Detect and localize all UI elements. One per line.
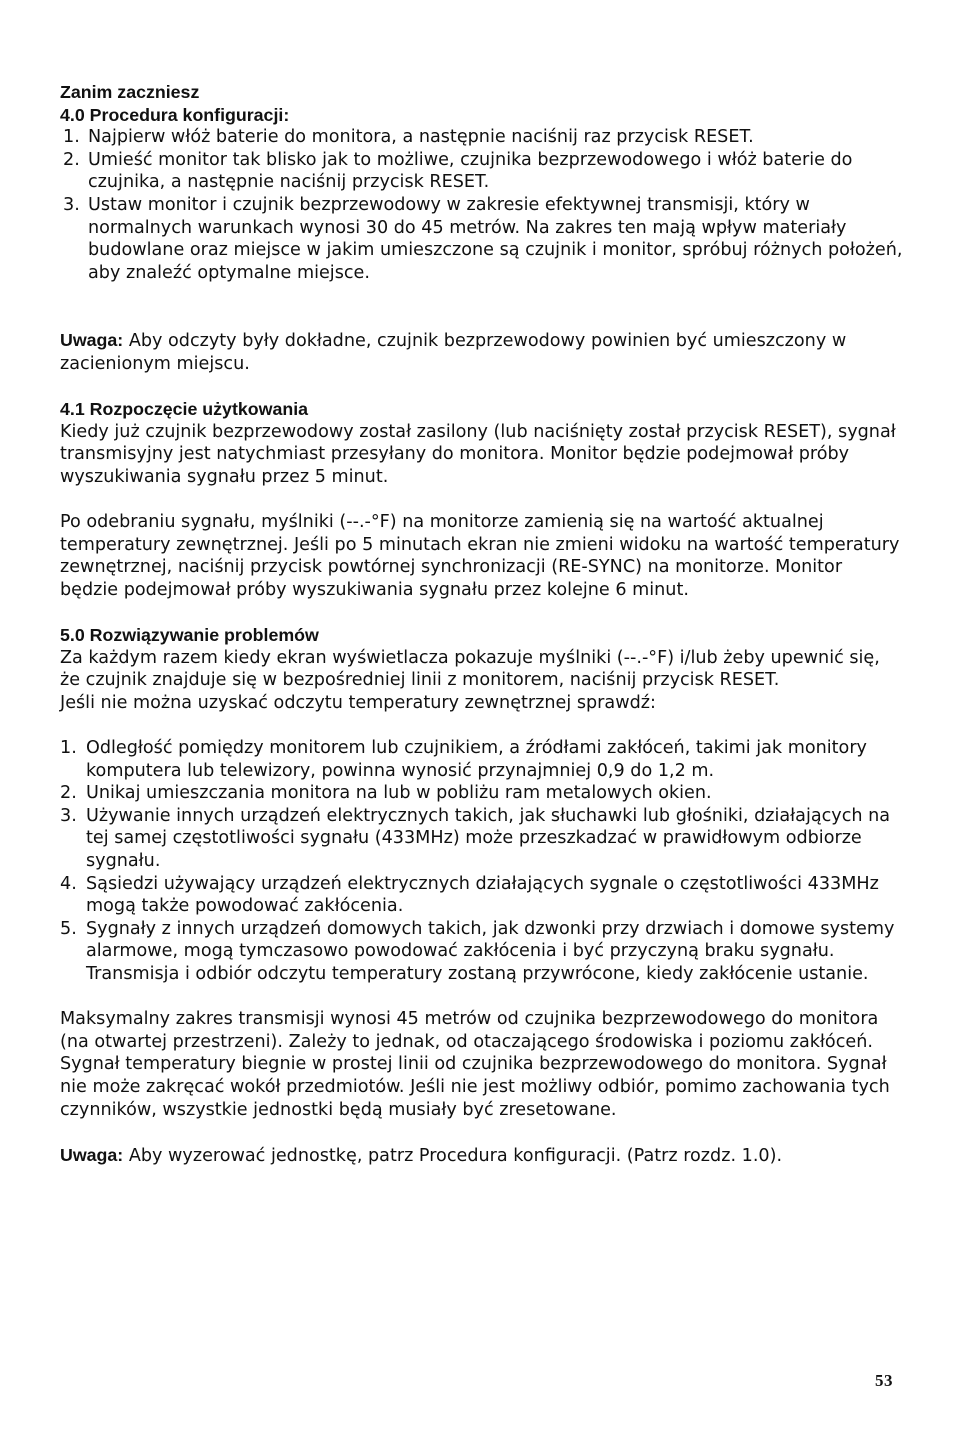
range-paragraph: Maksymalny zakres transmisji wynosi 45 metrów od czujnika bezprzewodowego do monitora (na otwartej przestrzeni). Zależy to jednak, od otaczającego środowiska i poziomu zakłóceń. Sygnał temperatury biegnie w prostej linii od czujnika bezprzewodowego do monitora. Sygnał nie może zakręcać wokół przedmiotów. Jeśli nie jest możliwy odbiór, pomimo zachowania tych czynników, wszystkie jednostki będą musiały być zresetowane.	[60, 1009, 890, 1120]
troubleshooting-list	[60, 737, 905, 986]
start-paragraph-2: Po odebraniu sygnału, myślniki (--.-°F) na monitorze zamienią się na wartość aktualnej temperatury zewnętrznej. Jeśli po 5 minutach ekran nie zmieni widoku na wartość temperatury zewnętrznej, naciśnij przycisk powtórnej synchronizacji (RE-SYNC) na monitorze. Monitor będzie podejmował próby wyszukiwania sygnału przez kolejne 6 minut.	[60, 512, 900, 600]
step-text: Umieść monitor tak blisko jak to możliwe, czujnika bezprzewodowego i włóż baterie do czujnika, a następnie naciśnij przycisk RESET.	[88, 149, 853, 193]
section-title-start: 4.1 Rozpoczęcie użytkowania	[60, 399, 309, 420]
item-text: Sąsiedzi używający urządzeń elektrycznych działających sygnale o częstotliwości 433MHz mogą także powodować zakłócenia.	[86, 873, 879, 917]
note-label: Uwaga:	[60, 330, 124, 351]
start-paragraph-1: Kiedy już czujnik bezprzewodowy został zasilony (lub naciśnięty został przycisk RESET), sygnał transmisyjny jest natychmiast przesyłany do monitora. Monitor będzie podejmował próby wyszukiwania sygnału przez 5 minut.	[60, 421, 896, 487]
setup-steps	[60, 126, 905, 284]
item-number: 2.	[60, 783, 77, 804]
list-item	[60, 805, 905, 873]
step-text: Najpierw włóż baterie do monitora, a następnie naciśnij raz przycisk RESET.	[88, 127, 754, 148]
page-number: 53	[875, 1371, 893, 1390]
note-text: Aby odczyty były dokładne, czujnik bezprzewodowy powinien być umieszczony w zacienionym miejscu.	[60, 331, 847, 374]
troubleshooting-check: Jeśli nie można uzyskać odczytu temperatury zewnętrznej sprawdź:	[60, 692, 656, 713]
note-label: Uwaga:	[60, 1144, 124, 1165]
item-text: Używanie innych urządzeń elektrycznych takich, jak słuchawki lub głośniki, działających na tej samej częstotliwości sygnału (433MHz) może przeszkadzać w prawidłowym odbiorze sygnału.	[86, 805, 891, 871]
note-text: Aby wyzerować jednostkę, patrz Procedura konfiguracji. (Patrz rozdz. 1.0).	[123, 1145, 783, 1166]
item-number: 3.	[60, 805, 77, 826]
section-title-troubleshooting: 5.0 Rozwiązywanie problemów	[60, 625, 319, 646]
list-item	[60, 782, 905, 805]
section-title-setup: 4.0 Procedura konfiguracji:	[60, 104, 290, 125]
item-number: 5.	[60, 918, 77, 939]
item-number: 4.	[60, 873, 77, 894]
item-text: Unikaj umieszczania monitora na lub w pobliżu ram metalowych okien.	[86, 783, 712, 804]
item-number: 1.	[60, 738, 77, 759]
step-number: 1.	[63, 127, 80, 148]
troubleshooting-intro: Za każdym razem kiedy ekran wyświetlacza pokazuje myślniki (--.-°F) i/lub żeby upewnić się, że czujnik znajduje się w bezpośredniej linii z monitorem, naciśnij przycisk RESET.	[60, 647, 880, 691]
list-item	[60, 737, 905, 782]
note-paragraph	[60, 1144, 905, 1168]
list-item	[60, 918, 905, 986]
step-number: 3.	[63, 194, 80, 215]
list-item	[60, 873, 905, 918]
manual-page	[60, 81, 905, 1167]
pre-title: Zanim zaczniesz	[60, 82, 200, 102]
list-item	[60, 126, 905, 149]
note-paragraph	[60, 329, 905, 375]
list-item	[60, 194, 905, 284]
step-text: Ustaw monitor i czujnik bezprzewodowy w zakresie efektywnej transmisji, który w normalnych warunkach wynosi 30 do 45 metrów. Na zakres ten mają wpływ materiały budowlane oraz miejsce w jakim umieszczone są czujnik i monitor, spróbuj różnych położeń, aby znaleźć optymalne miejsce.	[88, 194, 903, 283]
item-text: Sygnały z innych urządzeń domowych takich, jak dzwonki przy drzwiach i domowe systemy alarmowe, mogą tymczasowo powodować zakłócenia i być przyczyną braku sygnału. Transmisja i odbiór odczytu temperatury zostaną przywrócone, kiedy zakłócenie ustanie.	[86, 918, 895, 984]
list-item	[60, 149, 905, 194]
step-number: 2.	[63, 149, 80, 170]
item-text: Odległość pomiędzy monitorem lub czujnikiem, a źródłami zakłóceń, takimi jak monitory komputera lub telewizory, powinna wynosić przynajmniej 0,9 do 1,2 m.	[86, 738, 867, 781]
